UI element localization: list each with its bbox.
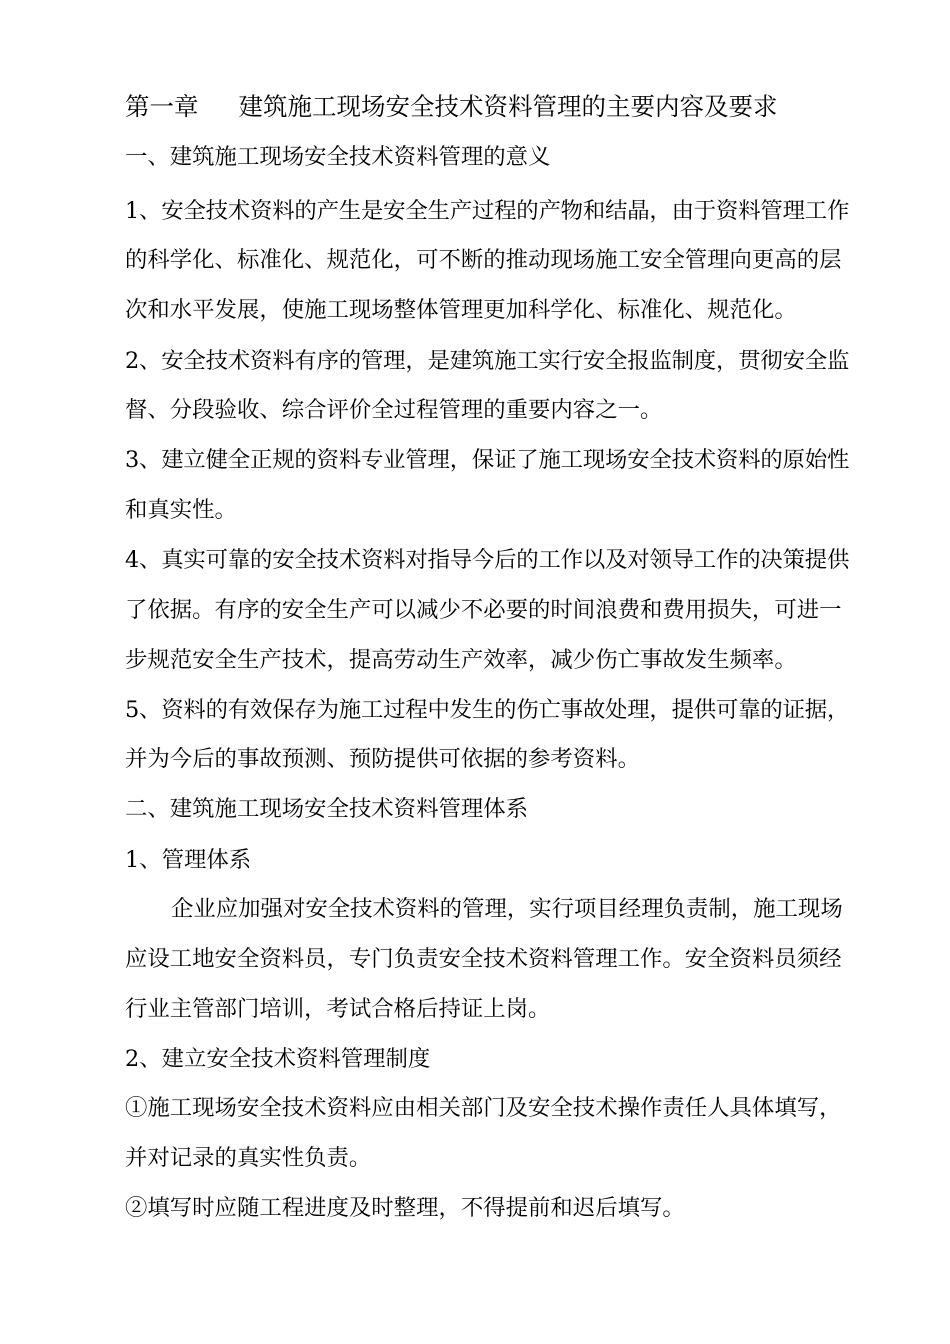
chapter-title: 建筑施工现场安全技术资料管理的主要内容及要求: [238, 92, 778, 121]
paragraph-line: 应设工地安全资料员，专门负责安全技术资料管理工作。安全资料员须经: [125, 946, 842, 972]
section-heading-1: 一、建筑施工现场安全技术资料管理的意义: [125, 144, 551, 170]
section-heading-2: 二、建筑施工现场安全技术资料管理体系: [125, 796, 529, 822]
paragraph-line: 4、真实可靠的安全技术资料对指导今后的工作以及对领导工作的决策提供: [125, 547, 850, 573]
paragraph-line: ②填写时应随工程进度及时整理，不得提前和迟后填写。: [125, 1195, 685, 1221]
chapter-number: 第一章: [125, 92, 199, 121]
paragraph-line: 的科学化、标准化、规范化，可不断的推动现场施工安全管理向更高的层: [125, 247, 842, 273]
paragraph-line: 企业应加强对安全技术资料的管理，实行项目经理负责制，施工现场: [171, 896, 843, 922]
paragraph-line: 并对记录的真实性负责。: [125, 1145, 372, 1171]
paragraph-line: 行业主管部门培训，考试合格后持证上岗。: [125, 996, 551, 1022]
paragraph-line: ①施工现场安全技术资料应由相关部门及安全技术操作责任人具体填写，: [125, 1095, 842, 1121]
paragraph-line: 次和水平发展，使施工现场整体管理更加科学化、标准化、规范化。: [125, 297, 797, 323]
paragraph-line: 步规范安全生产技术，提高劳动生产效率，减少伤亡事故发生频率。: [125, 647, 797, 673]
paragraph-line: 了依据。有序的安全生产可以减少不必要的时间浪费和费用损失，可进一: [125, 597, 842, 623]
paragraph-line: 2、安全技术资料有序的管理，是建筑施工实行安全报监制度，贯彻安全监: [125, 348, 850, 374]
paragraph-line: 督、分段验收、综合评价全过程管理的重要内容之一。: [125, 397, 663, 423]
paragraph-line: 3、建立健全正规的资料专业管理，保证了施工现场安全技术资料的原始性: [125, 447, 850, 473]
subsection-heading: 2、建立安全技术资料管理制度: [125, 1046, 431, 1072]
paragraph-line: 和真实性。: [125, 497, 237, 523]
paragraph-line: 1、安全技术资料的产生是安全生产过程的产物和结晶，由于资料管理工作: [125, 198, 850, 224]
paragraph-line: 并为今后的事故预测、预防提供可依据的参考资料。: [125, 746, 640, 772]
subsection-heading: 1、管理体系: [125, 847, 252, 873]
paragraph-line: 5、资料的有效保存为施工过程中发生的伤亡事故处理，提供可靠的证据，: [125, 697, 850, 723]
chapter-heading: [125, 92, 778, 122]
